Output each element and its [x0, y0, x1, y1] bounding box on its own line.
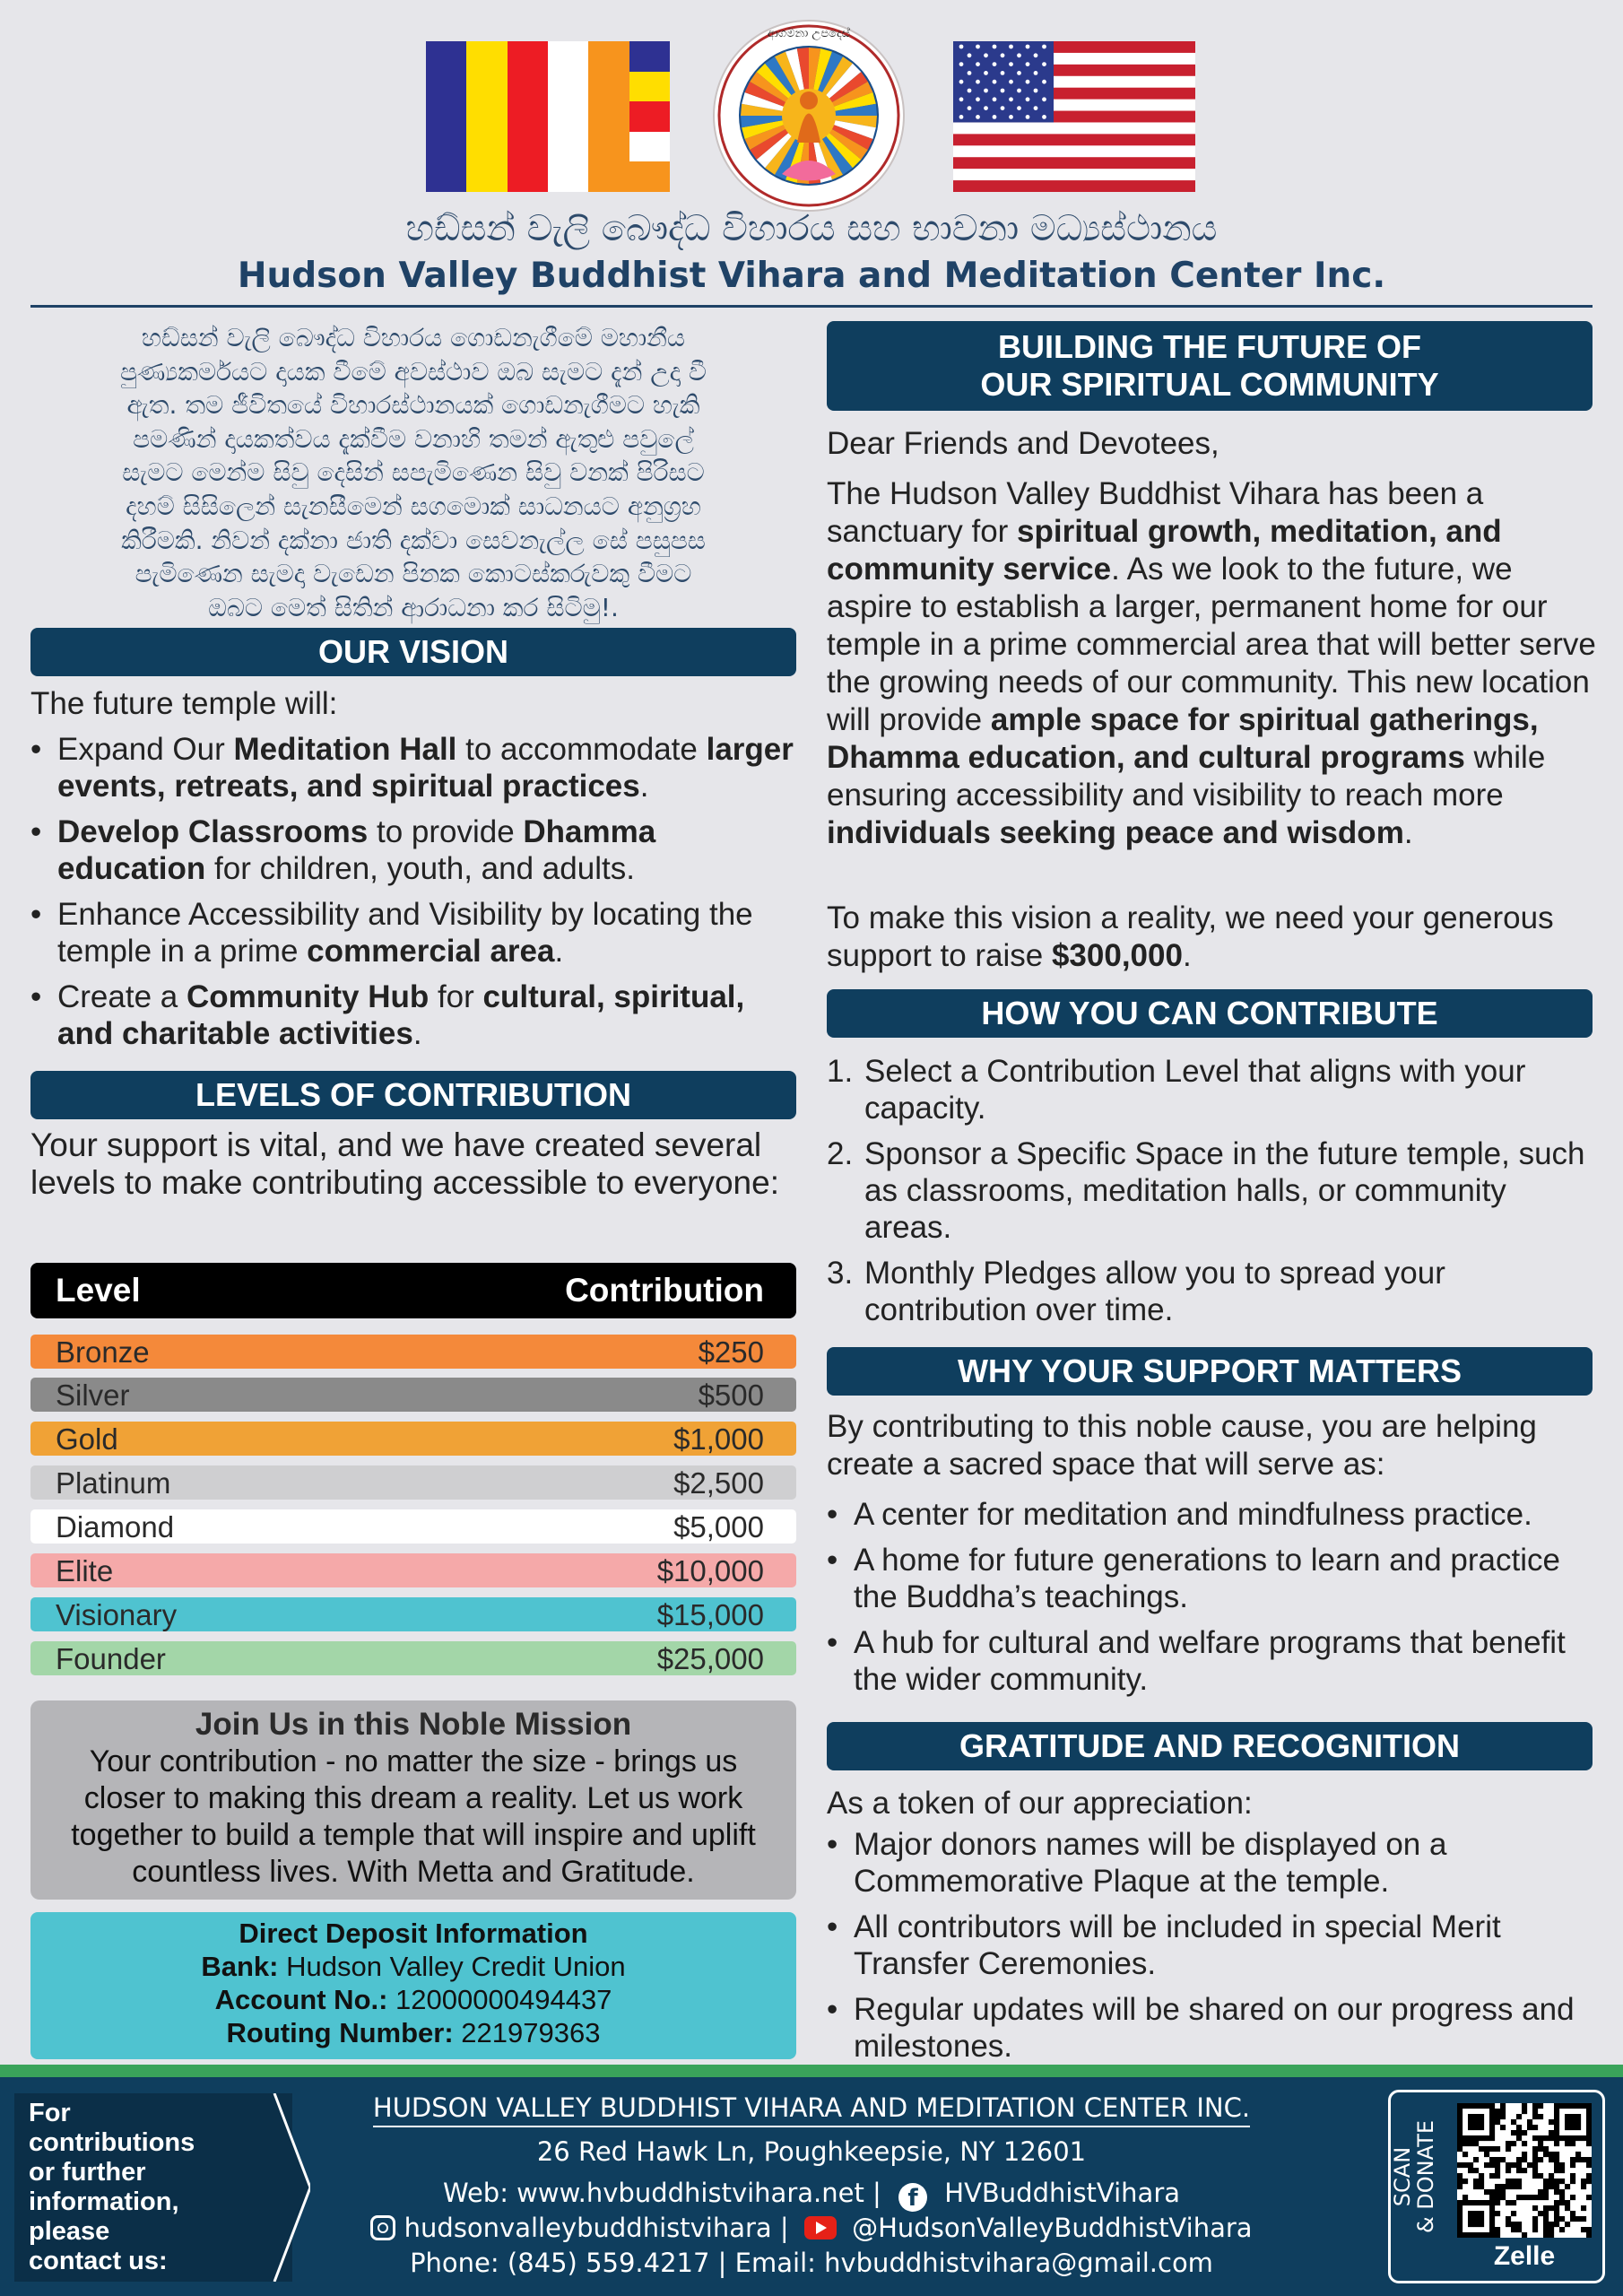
instagram-icon — [370, 2215, 395, 2240]
levels-table-header — [30, 1263, 796, 1318]
level-name: Founder — [56, 1642, 166, 1675]
level-row — [30, 1509, 796, 1544]
deposit-bank: Bank: Hudson Valley Credit Union — [201, 1951, 626, 1982]
level-row — [30, 1641, 796, 1675]
gratitude-item: • All contributors will be included in special Merit Transfer Ceremonies. — [827, 1909, 1598, 1982]
footer-web-row — [296, 2178, 1327, 2212]
scan-donate-label — [1390, 2109, 1438, 2234]
matters-item: • A home for future generations to learn and practice the Buddha’s teachings. — [827, 1542, 1598, 1615]
contact-tab — [14, 2093, 292, 2282]
vision-item: • Create a Community Hub for cultural, spiritual, and charitable activities. — [30, 978, 796, 1052]
facebook-link[interactable]: HVBuddhistVihara — [944, 2178, 1181, 2208]
vision-list — [30, 731, 796, 1061]
header-divider — [30, 305, 1593, 308]
footer-address: 26 Red Hawk Ln, Poughkeepsie, NY 12601 — [536, 2136, 1087, 2167]
vihara-logo — [715, 22, 903, 210]
col-contribution: Contribution — [565, 1272, 764, 1309]
level-name: Bronze — [56, 1335, 150, 1369]
sinhala-line: පුණ්‍යකර්මයට දායක වීමේ අවස්ථාව ඔබ සැමට දැන් උදා වී — [119, 356, 707, 387]
gratitude-list — [827, 1826, 1598, 2074]
matters-list — [827, 1496, 1598, 1707]
facebook-icon: f — [898, 2183, 927, 2212]
contact-line: please — [29, 2217, 110, 2246]
donate-text: & DONATE — [1413, 2119, 1438, 2234]
gratitude-item: • Regular updates will be shared on our progress and milestones. — [827, 1991, 1598, 2065]
sinhala-line: ඔබට මෙත් සිතින් ආරාධනා කර සිටිමු!. — [208, 592, 619, 622]
deposit-account: Account No.: 12000000494437 — [214, 1984, 612, 2015]
gratitude-item: • Major donors names will be displayed on a Commemorative Plaque at the temple. — [827, 1826, 1598, 1900]
contribute-item: 3. Monthly Pledges allow you to spread your contribution over time. — [827, 1256, 1445, 1327]
contribute-item: 2. Sponsor a Specific Space in the future temple, such as classrooms, meditation halls, or community areas. — [827, 1136, 1585, 1245]
level-amount: $250 — [698, 1335, 764, 1369]
level-row — [30, 1465, 796, 1500]
contact-line: For — [29, 2099, 71, 2127]
footer-phone-email[interactable]: Phone: (845) 559.4217 | Email: hvbuddhistvihara@gmail.com — [410, 2248, 1213, 2278]
col-level: Level — [56, 1272, 141, 1309]
website-link[interactable]: Web: www.hvbuddhistvihara.net | — [442, 2178, 881, 2208]
flag-band-yellow — [466, 41, 507, 192]
footer-green-strip — [0, 2065, 1623, 2077]
contact-line: or further — [29, 2158, 146, 2187]
level-amount: $10,000 — [656, 1554, 764, 1587]
flag-band-mixed — [629, 41, 670, 192]
matters-intro: By contributing to this noble cause, you are helping create a sacred space that will serve as: — [827, 1409, 1537, 1482]
zelle-logo: Zelle — [1493, 2241, 1556, 2271]
building-heading — [827, 321, 1593, 411]
scan-text: SCAN — [1390, 2146, 1415, 2207]
instagram-link[interactable]: hudsonvalleybuddhistvihara | — [404, 2213, 789, 2243]
flag-band-red — [508, 41, 548, 192]
join-body: Your contribution - no matter the size - brings us closer to making this dream a reality. Let us work together to build a temple that will inspire and uplift countless lives. With Metta and Gratitude. — [71, 1744, 756, 1889]
level-row — [30, 1335, 796, 1369]
us-flag — [953, 41, 1195, 192]
level-row — [30, 1422, 796, 1456]
sinhala-line: දහම් සිසිලෙන් සැනසීමෙන් සගමොක් සාධනයට අනුග්‍රහ — [126, 491, 701, 521]
building-greeting: Dear Friends and Devotees, — [827, 426, 1219, 461]
vision-item: • Enhance Accessibility and Visibility by locating the temple in a prime commercial area. — [30, 896, 796, 970]
level-amount: $500 — [698, 1378, 764, 1412]
matters-heading: WHY YOUR SUPPORT MATTERS — [827, 1347, 1593, 1396]
gratitude-intro: As a token of our appreciation: — [827, 1786, 1253, 1821]
vision-item: • Expand Our Meditation Hall to accommodate larger events, retreats, and spiritual practices. — [30, 731, 796, 804]
contribute-heading: HOW YOU CAN CONTRIBUTE — [827, 989, 1593, 1038]
qr-code[interactable] — [1457, 2103, 1592, 2238]
join-heading: Join Us in this Noble Mission — [195, 1707, 632, 1742]
level-name: Diamond — [56, 1510, 175, 1544]
level-row — [30, 1597, 796, 1631]
sinhala-line: ඇත. තම ජීවිතයේ විහාරස්ථානයක් ගොඩනැගීමට හැකි — [126, 390, 700, 421]
deposit-heading: Direct Deposit Information — [239, 1918, 588, 1949]
sinhala-line: සැමට මෙන්ම සිවු දෙසින් සපැමිණෙන සිවු වනක් පිරිසට — [122, 457, 705, 488]
matters-item: • A center for meditation and mindfulness practice. — [827, 1496, 1598, 1533]
contact-line: contact us: — [29, 2247, 168, 2275]
level-amount: $2,500 — [673, 1466, 764, 1500]
building-paragraph: The Hudson Valley Buddhist Vihara has been a sanctuary for spiritual growth, meditation, and community service. As we look to the future, we aspire to establish a larger, permanent home for our temple in a prime commercial area that will better serve the growing needs of our community. This new location will provide ample space for spiritual gatherings, Dhamma education, and cultural programs while ensuring accessibility and visibility to reach more individuals seeking peace and wisdom. — [827, 476, 1596, 850]
youtube-link[interactable]: @HudsonValleyBuddhistVihara — [852, 2213, 1253, 2243]
flag-band-blue — [426, 41, 466, 192]
logo-text-top: ආගමනා උපදෙස් — [767, 27, 851, 40]
level-name: Silver — [56, 1378, 130, 1412]
sinhala-line: පමණින් දායකත්වය දැක්වීම වනාහි තමන් ඇතුළු පවුලේ — [133, 423, 694, 454]
deposit-box — [30, 1912, 796, 2059]
building-heading-line: BUILDING THE FUTURE OF — [998, 328, 1421, 365]
building-heading-line: OUR SPIRITUAL COMMUNITY — [980, 366, 1439, 403]
level-name: Platinum — [56, 1466, 171, 1500]
sinhala-line: කිරීමකි. නිවන් දක්නා ජාති දක්වා සෙවනැල්ල සේ පසුපස — [121, 525, 706, 555]
contact-line: contributions — [29, 2128, 195, 2157]
sinhala-intro — [30, 321, 796, 624]
level-amount: $15,000 — [656, 1598, 764, 1631]
level-row — [30, 1553, 796, 1587]
vision-intro: The future temple will: — [30, 686, 338, 721]
title-sinhala: හඩ්සන් වැලි බෞද්ධ විහාරය සහ භාවනා මධ්‍යස්ථානය — [405, 208, 1218, 249]
vision-heading: OUR VISION — [30, 628, 796, 676]
title-english: Hudson Valley Buddhist Vihara and Meditation Center Inc. — [237, 256, 1386, 296]
contribute-item: 1. Select a Contribution Level that aligns with your capacity. — [827, 1054, 1526, 1126]
sinhala-line: හඩ්සන් වැලි බෞද්ධ විහාරය ගොඩනැගීමේ මහානීය — [141, 323, 686, 352]
contribute-list — [827, 1053, 1598, 1337]
building-goal: To make this vision a reality, we need your generous support to raise $300,000. — [827, 900, 1554, 973]
flag-band-orange — [588, 41, 629, 192]
flag-band-white — [548, 41, 588, 192]
deposit-routing: Routing Number: 221979363 — [226, 2017, 601, 2048]
qr-donate-box[interactable] — [1388, 2090, 1605, 2283]
join-box — [30, 1700, 796, 1900]
level-amount: $25,000 — [656, 1642, 764, 1675]
level-amount: $5,000 — [673, 1510, 764, 1544]
footer-org-name: HUDSON VALLEY BUDDHIST VIHARA AND MEDITATION CENTER INC. — [296, 2092, 1327, 2123]
footer-social-row — [296, 2213, 1327, 2243]
level-name: Visionary — [56, 1598, 178, 1631]
matters-item: • A hub for cultural and welfare programs that benefit the wider community. — [827, 1624, 1598, 1698]
level-amount: $1,000 — [673, 1422, 764, 1456]
level-name: Elite — [56, 1554, 114, 1587]
gratitude-heading: GRATITUDE AND RECOGNITION — [827, 1722, 1593, 1770]
levels-heading: LEVELS OF CONTRIBUTION — [30, 1071, 796, 1119]
youtube-icon — [804, 2216, 837, 2239]
level-name: Gold — [56, 1422, 118, 1456]
buddhist-flag — [426, 41, 670, 192]
sinhala-line: පැමිණෙන සැමදා වැඩෙන පිනක කොටස්කරුවකු වීමට — [135, 559, 692, 589]
levels-intro: Your support is vital, and we have created several levels to make contributing accessible to everyone: — [30, 1126, 779, 1201]
level-row — [30, 1378, 796, 1412]
vision-item: • Develop Classrooms to provide Dhamma education for children, youth, and adults. — [30, 813, 796, 887]
contact-line: information, — [29, 2187, 179, 2216]
